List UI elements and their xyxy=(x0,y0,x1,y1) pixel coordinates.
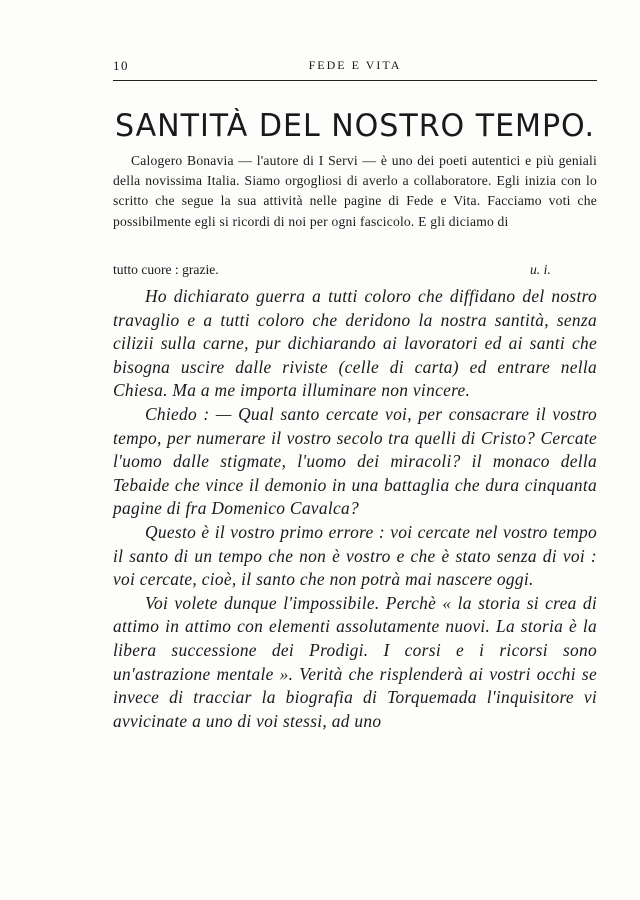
article-body xyxy=(113,285,597,733)
article-title: SANTITÀ DEL NOSTRO TEMPO. xyxy=(114,108,595,144)
body-paragraph: Ho dichiarato guerra a tutti coloro che diffidano del nostro travaglio e a tutti coloro che deridono la nostra santità, senza cilizii sulla carne, pur dichiarando ai lavoratori ed ai santi che bisogna uscire dalle riviste (celle di carta) ed entrare nella Chiesa. Ma a me importa illuminare non vincere. xyxy=(113,286,597,401)
editor-signature: u. i. xyxy=(530,262,551,277)
editor-intro-last-line: tutto cuore : grazie. xyxy=(113,262,219,277)
editor-intro-closing xyxy=(113,262,597,282)
body-paragraph: Voi volete dunque l'impossibile. Perchè « la storia si crea di attimo in attimo con elementi assolutamente nuovi. La storia è la libera successione dei Prodigi. I corsi e i ricorsi sono un'astrazione mentale ». Verità che risplenderà ai vostri occhi se invece di tracciar la biografia di Torquemada l'inquisitore vi avvicinate a uno di voi stessi, ad uno xyxy=(113,592,597,731)
header-rule xyxy=(113,80,597,81)
running-title: FEDE E VITA xyxy=(308,58,402,72)
editor-intro: Calogero Bonavia — l'autore di I Servi — è uno dei poeti autentici e più geniali della novissima Italia. Siamo orgogliosi di averlo a collaboratore. Egli inizia con lo scritto che segue la sua attività nelle pagine di Fede e Vita. Facciamo voti che possibilmente egli si ricordi di noi per ogni fascicolo. E gli diciamo di xyxy=(113,153,597,229)
body-paragraph: Questo è il vostro primo errore : voi cercate nel vostro tempo il santo di un tempo che non è vostro e che è stato senza di voi : voi cercate, cioè, il santo che non potrà mai nascere oggi. xyxy=(113,521,597,590)
page-number: 10 xyxy=(113,58,129,73)
running-head xyxy=(113,58,597,76)
body-paragraph: Chiedo : — Qual santo cercate voi, per consacrare il vostro tempo, per numerare il vostro secolo tra quelli di Cristo? Cercate l'uomo dalle stigmate, l'uomo dei miracoli? il monaco della Tebaide che vince il demonio in una battaglia che dura cinquanta pagine di fra Domenico Cavalca? xyxy=(113,403,597,519)
